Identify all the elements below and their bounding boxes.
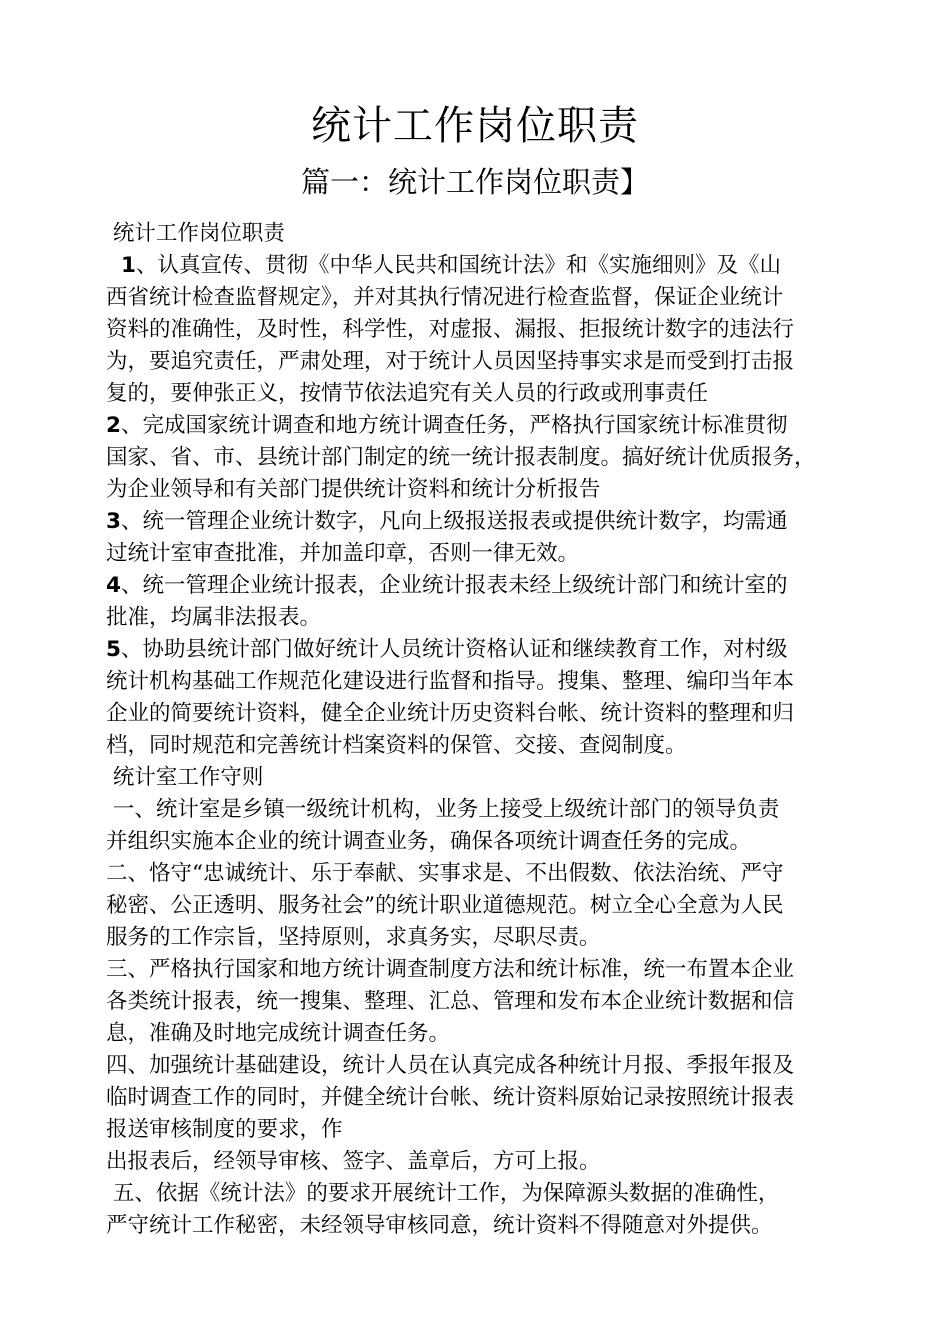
- text-line: [106, 666, 866, 698]
- text-line: [106, 1210, 866, 1242]
- line-text: 严守统计工作秘密，未经领导审核同意，统计资料不得随意对外提供。: [106, 1213, 773, 1238]
- text-line: [106, 1178, 866, 1210]
- text-line: [106, 506, 866, 538]
- text-line: [106, 570, 866, 602]
- line-text: 统计工作岗位职责: [106, 221, 285, 246]
- line-text: 为企业领导和有关部门提供统计资料和统计分析报告: [106, 477, 601, 502]
- text-line: [106, 538, 866, 570]
- line-text: 企业的简要统计资料，健全企业统计历史资料台帐、统计资料的整理和归: [106, 701, 795, 726]
- text-line: [106, 890, 866, 922]
- line-text: 四、加强统计基础建设，统计人员在认真完成各种统计月报、季报年报及: [106, 1053, 795, 1078]
- line-text: 五、依据《统计法》的要求开展统计工作，为保障源头数据的准确性，: [106, 1181, 780, 1206]
- line-text: 西省统计检查监督规定》，并对其执行情况进行检查监督，保证企业统计: [106, 285, 784, 310]
- line-text: 统计机构基础工作规范化建设进行监督和指导。搜集、整理、编印当年本: [106, 669, 795, 694]
- line-text: 批准，均属非法报表。: [106, 605, 322, 630]
- line-text: 三、严格执行国家和地方统计调查制度方法和统计标准，统一布置本企业: [106, 957, 795, 982]
- text-line: [106, 410, 866, 442]
- line-text: 秘密、公正透明、服务社会”的统计职业道德规范。树立全心全意为人民: [106, 893, 784, 918]
- page-subtitle: 篇一：统计工作岗位职责】: [300, 165, 649, 199]
- text-line: [106, 1018, 866, 1050]
- text-line: [106, 954, 866, 986]
- line-text: 报送审核制度的要求，作: [106, 1117, 343, 1142]
- line-text: 、统一管理企业统计报表，企业统计报表未经上级统计部门和统计室的: [120, 573, 788, 598]
- line-text: 一、统计室是乡镇一级统计机构，业务上接受上级统计部门的领导负责: [106, 797, 780, 822]
- text-line: [106, 698, 866, 730]
- text-line: [106, 1082, 866, 1114]
- document-body: [106, 218, 866, 1242]
- line-text: 资料的准确性，及时性，科学性，对虚报、漏报、拒报统计数字的违法行: [106, 317, 795, 342]
- line-text: 二、恪守“忠诚统计、乐于奉献、实事求是、不出假数、依法治统、严守: [106, 861, 784, 886]
- text-line: [106, 794, 866, 826]
- line-text: 为，要追究责任，严肃处理，对于统计人员因坚持事实求是而受到打击报: [106, 349, 795, 374]
- text-line: [106, 1050, 866, 1082]
- line-text: 、统一管理企业统计数字，凡向上级报送报表或提供统计数字，均需通: [120, 509, 788, 534]
- line-text: 服务的工作宗旨，坚持原则，求真务实，尽职尽责。: [106, 925, 601, 950]
- text-line: [106, 346, 866, 378]
- item-number: 4: [106, 573, 121, 598]
- item-number: 1: [106, 253, 136, 278]
- text-line: [106, 378, 866, 410]
- line-text: 、完成国家统计调查和地方统计调查任务，严格执行国家统计标准贯彻: [120, 413, 788, 438]
- text-line: [106, 826, 866, 858]
- line-text: 国家、省、市、县统计部门制定的统一统计报表制度。搞好统计优质报务，: [106, 445, 816, 470]
- line-text: 息，准确及时地完成统计调查任务。: [106, 1021, 451, 1046]
- item-number: 5: [106, 637, 121, 662]
- text-line: [106, 762, 866, 794]
- line-text: 统计室工作守则: [106, 765, 264, 790]
- line-text: 出报表后，经领导审核、签字、盖章后，方可上报。: [106, 1149, 601, 1174]
- text-line: [106, 1146, 866, 1178]
- text-line: [106, 250, 866, 282]
- text-line: [106, 314, 866, 346]
- text-line: [106, 282, 866, 314]
- text-line: [106, 858, 866, 890]
- item-number: 3: [106, 509, 121, 534]
- text-line: [106, 442, 866, 474]
- line-text: 、认真宣传、贯彻《中华人民共和国统计法》和《实施细则》及《山: [135, 253, 781, 278]
- line-text: 各类统计报表，统一搜集、整理、汇总、管理和发布本企业统计数据和信: [106, 989, 795, 1014]
- text-line: [106, 986, 866, 1018]
- text-line: [106, 922, 866, 954]
- line-text: 过统计室审查批准，并加盖印章，否则一律无效。: [106, 541, 580, 566]
- line-text: 并组织实施本企业的统计调查业务，确保各项统计调查任务的完成。: [106, 829, 752, 854]
- line-text: 复的，要伸张正义，按情节依法追究有关人员的行政或刑事责任: [106, 381, 709, 406]
- text-line: [106, 218, 866, 250]
- text-line: [106, 474, 866, 506]
- text-line: [106, 602, 866, 634]
- text-line: [106, 634, 866, 666]
- line-text: 档，同时规范和完善统计档案资料的保管、交接、查阅制度。: [106, 733, 687, 758]
- page-title: 统计工作岗位职责: [311, 103, 639, 149]
- line-text: 、协助县统计部门做好统计人员统计资格认证和继续教育工作，对村级: [120, 637, 788, 662]
- text-line: [106, 1114, 866, 1146]
- text-line: [106, 730, 866, 762]
- line-text: 临时调查工作的同时，并健全统计台帐、统计资料原始记录按照统计报表: [106, 1085, 795, 1110]
- item-number: 2: [106, 413, 121, 438]
